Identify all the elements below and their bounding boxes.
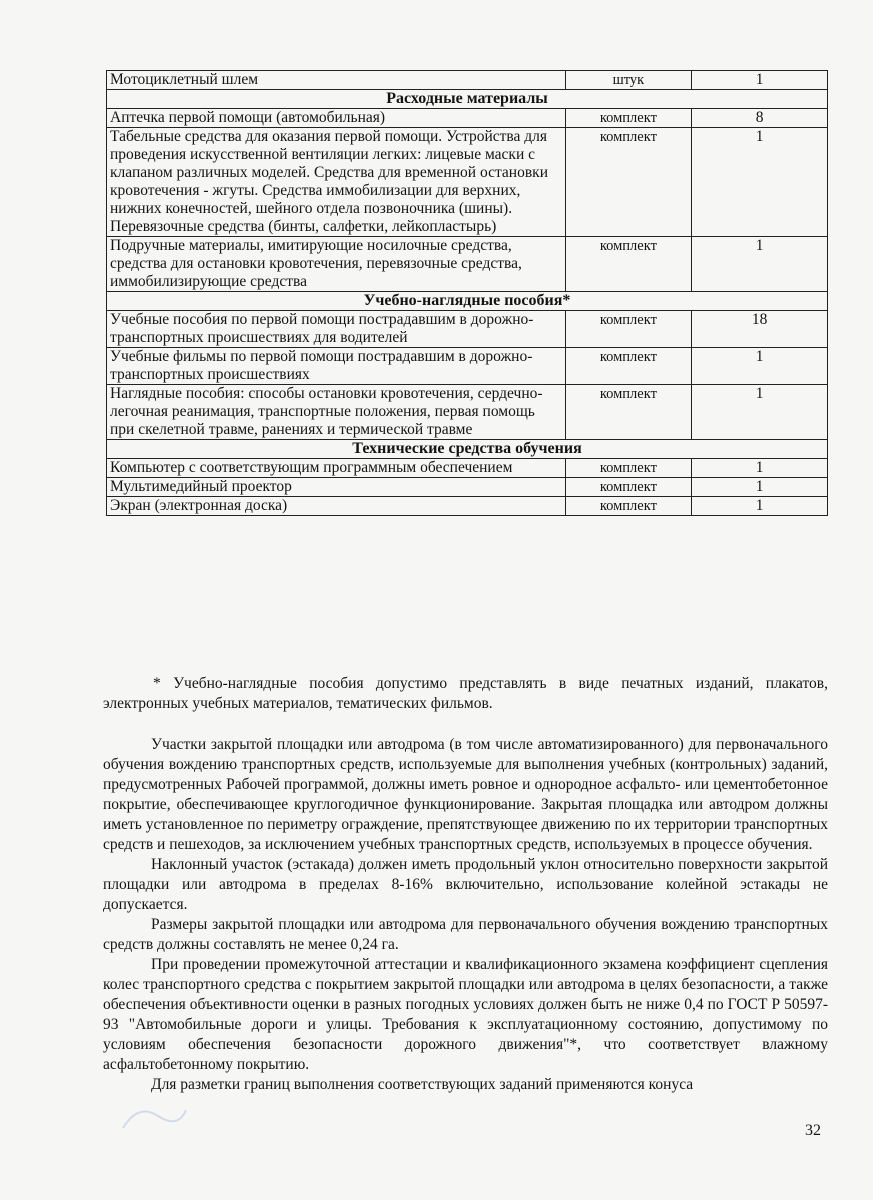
table-row	[107, 237, 828, 292]
item-quantity: 1	[692, 237, 828, 292]
item-quantity: 1	[692, 71, 828, 90]
item-name: Компьютер с соответствующим программным обеспечением	[107, 459, 566, 478]
item-name: Наглядные пособия: способы остановки кровотечения, сердечно-легочная реанимация, транспортные положения, первая помощь при скелетной травме, ранениях и термической травме	[107, 385, 566, 440]
footnote: * Учебно-наглядные пособия допустимо представлять в виде печатных изданий, плакатов, электронных учебных материалов, тематических фильмов.	[103, 675, 828, 712]
item-unit: комплект	[565, 459, 692, 478]
item-quantity: 8	[692, 109, 828, 128]
table-row	[107, 459, 828, 478]
item-unit: комплект	[565, 109, 692, 128]
table-row	[107, 128, 828, 237]
page-number: 32	[805, 1122, 821, 1139]
item-unit: комплект	[565, 311, 692, 348]
item-quantity: 1	[692, 385, 828, 440]
item-quantity: 1	[692, 497, 828, 516]
item-unit: комплект	[565, 237, 692, 292]
table-row	[107, 385, 828, 440]
table-row	[107, 71, 828, 90]
section-heading: Технические средства обучения	[107, 440, 828, 459]
table-row	[107, 497, 828, 516]
paragraph: Участки закрытой площадки или автодрома (в том числе автоматизированного) для первоначального обучения вождению транспортных средств, используемые для выполнения учебных (контрольных) заданий, предусмотренных Рабочей программой, должны иметь ровное и однородное асфальто- или цементобетонное покрытие, обеспечивающее круглогодичное функционирование. Закрытая площадка или автодром должны иметь установленное по периметру ограждение, препятствующее движению по их территории транспортных средств и пешеходов, за исключением учебных транспортных средств, используемых в процессе обучения.	[103, 736, 828, 853]
item-unit: комплект	[565, 385, 692, 440]
item-name: Подручные материалы, имитирующие носилочные средства, средства для остановки кровотечения, перевязочные средства, иммобилизирующие средства	[107, 237, 566, 292]
item-quantity: 1	[692, 348, 828, 385]
table-section-row	[107, 90, 828, 109]
item-unit: комплект	[565, 128, 692, 237]
item-name: Учебные пособия по первой помощи пострадавшим в дорожно-транспортных происшествиях для водителей	[107, 311, 566, 348]
section-heading: Расходные материалы	[107, 90, 828, 109]
item-unit: комплект	[565, 478, 692, 497]
table-section-row	[107, 292, 828, 311]
paragraph: Размеры закрытой площадки или автодрома для первоначального обучения вождению транспортных средств должны составлять не менее 0,24 га.	[103, 916, 828, 953]
paragraph: Для разметки границ выполнения соответствующих заданий применяются конуса	[151, 1076, 694, 1093]
item-unit: комплект	[565, 497, 692, 516]
item-unit: штук	[565, 71, 692, 90]
paragraph: Наклонный участок (эстакада) должен иметь продольный уклон относительно поверхности закрытой площадки или автодрома в пределах 8-16% включительно, использование колейной эстакады не допускается.	[103, 856, 828, 913]
paragraph: При проведении промежуточной аттестации и квалификационного экзамена коэффициент сцепления колес транспортного средства с покрытием закрытой площадки или автодрома в целях безопасности, а также обеспечения объективности оценки в разных погодных условиях должен быть не ниже 0,4 по ГОСТ Р 50597-93 "Автомобильные дороги и улицы. Требования к эксплуатационному состоянию, допустимому по условиям обеспечения безопасности дорожного движения"*, что соответствует влажному асфальтобетонному покрытию.	[103, 956, 828, 1073]
item-name: Мотоциклетный шлем	[107, 71, 566, 90]
section-heading: Учебно-наглядные пособия*	[107, 292, 828, 311]
equipment-table	[106, 70, 828, 516]
item-quantity: 1	[692, 459, 828, 478]
item-name: Учебные фильмы по первой помощи пострадавшим в дорожно-транспортных происшествиях	[107, 348, 566, 385]
table-row	[107, 311, 828, 348]
item-unit: комплект	[565, 348, 692, 385]
item-name: Мультимедийный проектор	[107, 478, 566, 497]
item-quantity: 1	[692, 478, 828, 497]
item-quantity: 18	[692, 311, 828, 348]
table-row	[107, 478, 828, 497]
item-name: Экран (электронная доска)	[107, 497, 566, 516]
item-name: Аптечка первой помощи (автомобильная)	[107, 109, 566, 128]
table-section-row	[107, 440, 828, 459]
table-row	[107, 348, 828, 385]
table-row	[107, 109, 828, 128]
body-text	[103, 735, 828, 1095]
faint-stamp-mark	[118, 1098, 188, 1138]
item-quantity: 1	[692, 128, 828, 237]
item-name: Табельные средства для оказания первой помощи. Устройства для проведения искусственной вентиляции легких: лицевые маски с клапаном различных моделей. Средства для временной остановки кровотечения - жгуты. Средства иммобилизации для верхних, нижних конечностей, шейного отдела позвоночника (шины). Перевязочные средства (бинты, салфетки, лейкопластырь)	[107, 128, 566, 237]
